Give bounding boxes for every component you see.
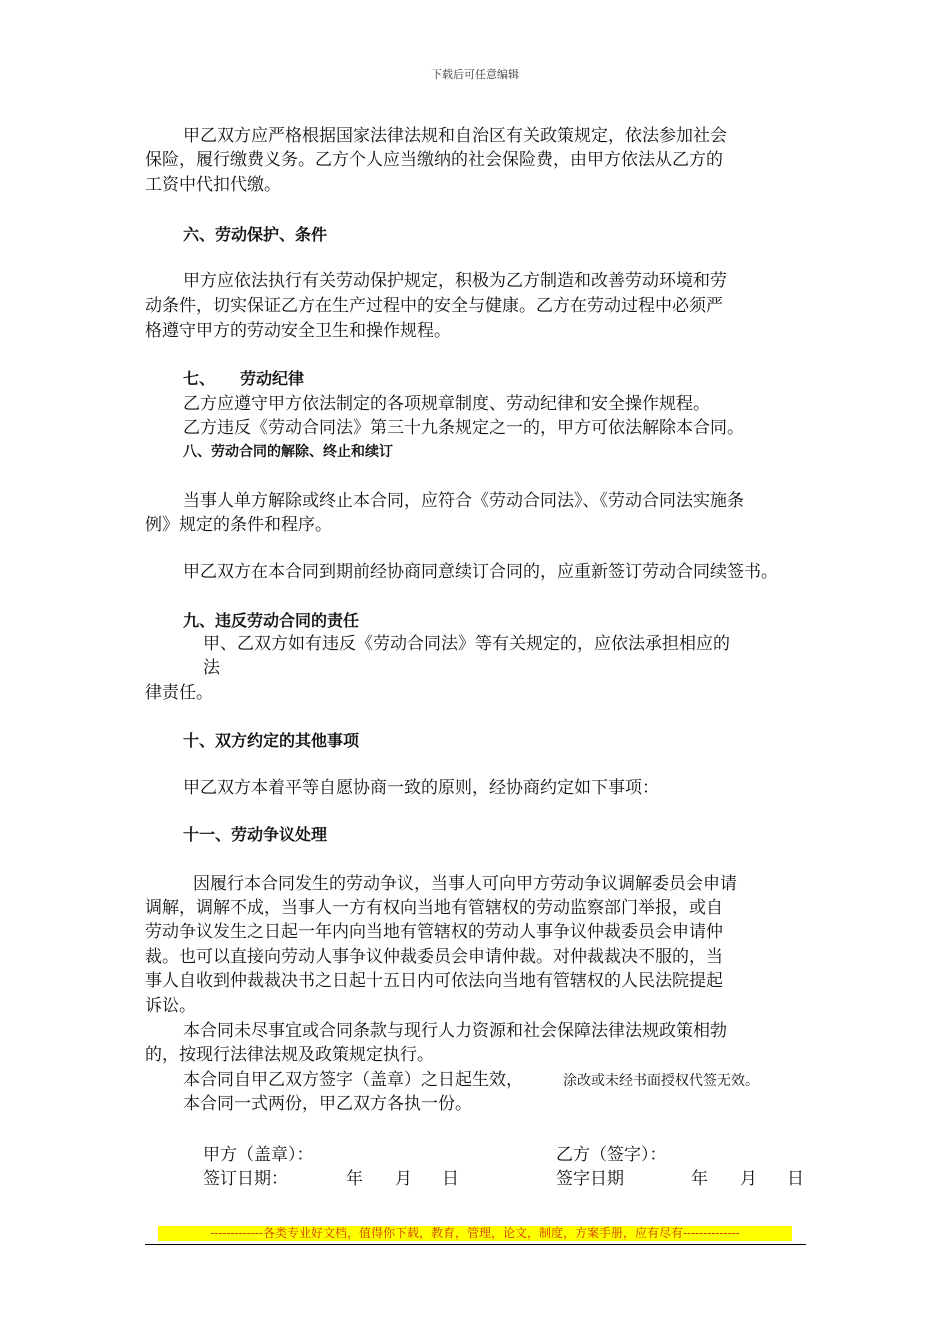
- party-b-year: 年: [691, 1169, 708, 1189]
- s11-line-8: 的，按现行法律法规及政策规定执行。: [145, 1045, 434, 1065]
- s11-line-9b: 涂改或未经书面授权代签无效。: [563, 1073, 759, 1089]
- s6-line-1: 甲方应依法执行有关劳动保护规定，积极为乙方制造和改善劳动环境和劳: [183, 271, 727, 291]
- s11-line-6: 诉讼。: [145, 996, 196, 1016]
- s8-line-2: 例》规定的条件和程序。: [145, 515, 332, 535]
- s11-line-2: 调解，调解不成，当事人一方有权向当地有管辖权的劳动监察部门举报，或自: [145, 898, 723, 918]
- s11-line-7: 本合同未尽事宜或合同条款与现行人力资源和社会保障法律法规政策相勃: [183, 1021, 727, 1041]
- party-b-date-label: 签字日期: [556, 1169, 624, 1189]
- section-7-number: 七、: [183, 369, 216, 388]
- section-10-heading: 十、双方约定的其他事项: [183, 731, 360, 750]
- footer-banner: -------------各类专业好文档，值得你下载，教育，管理，论文，制度，方案手册，应有尽有--------------: [158, 1226, 792, 1241]
- party-a-month: 月: [395, 1169, 412, 1189]
- footer-divider: [145, 1244, 806, 1245]
- s7-line-1: 乙方应遵守甲方依法制定的各项规章制度、劳动纪律和安全操作规程。: [183, 394, 710, 414]
- p1-line-1: 甲乙双方应严格根据国家法律法规和自治区有关政策规定，依法参加社会: [183, 126, 727, 146]
- page-header: 下载后可任意编辑: [431, 68, 519, 81]
- section-9-heading: 九、违反劳动合同的责任: [183, 611, 360, 630]
- s6-line-2: 动条件，切实保证乙方在生产过程中的安全与健康。乙方在劳动过程中必须严: [145, 296, 723, 316]
- section-7-heading: 劳动纪律: [240, 369, 305, 388]
- party-b-month: 月: [740, 1169, 757, 1189]
- party-b-sign-label: 乙方（签字）：: [556, 1145, 667, 1165]
- s9-line-3: 律责任。: [145, 683, 213, 703]
- party-a-seal-label: 甲方（盖章）：: [203, 1145, 314, 1165]
- s7-line-2: 乙方违反《劳动合同法》第三十九条规定之一的，甲方可依法解除本合同。: [183, 418, 744, 438]
- section-8-heading: 八、劳动合同的解除、终止和续订: [183, 444, 393, 460]
- s8-line-1: 当事人单方解除或终止本合同，应符合《劳动合同法》、《劳动合同法实施条: [183, 491, 744, 511]
- s9-line-1: 甲、乙双方如有违反《劳动合同法》等有关规定的，应依法承担相应的: [203, 634, 730, 654]
- s9-line-2: 法: [203, 658, 220, 678]
- s11-line-4: 裁。也可以直接向劳动人事争议仲裁委员会申请仲裁。对仲裁裁决不服的，当: [145, 947, 723, 967]
- section-6-heading: 六、劳动保护、条件: [183, 225, 328, 244]
- s11-line-5: 事人自收到仲裁裁决书之日起十五日内可依法向当地有管辖权的人民法院提起: [145, 971, 723, 991]
- s11-line-3: 劳动争议发生之日起一年内向当地有管辖权的劳动人事争议仲裁委员会申请仲: [145, 922, 723, 942]
- s6-line-3: 格遵守甲方的劳动安全卫生和操作规程。: [145, 321, 451, 341]
- party-b-day: 日: [787, 1169, 804, 1189]
- section-11-heading: 十一、劳动争议处理: [183, 825, 328, 844]
- s10-line-1: 甲乙双方本着平等自愿协商一致的原则，经协商约定如下事项：: [183, 778, 659, 798]
- party-a-day: 日: [442, 1169, 459, 1189]
- s8-line-3: 甲乙双方在本合同到期前经协商同意续订合同的，应重新签订劳动合同续签书。: [183, 562, 778, 582]
- party-a-date-label: 签订日期：: [203, 1169, 288, 1189]
- s11-line-1: 因履行本合同发生的劳动争议，当事人可向甲方劳动争议调解委员会申请: [193, 874, 737, 894]
- s11-line-9a: 本合同自甲乙双方签字（盖章）之日起生效，: [183, 1070, 523, 1090]
- p1-line-3: 工资中代扣代缴。: [145, 175, 281, 195]
- party-a-year: 年: [346, 1169, 363, 1189]
- p1-line-2: 保险，履行缴费义务。乙方个人应当缴纳的社会保险费，由甲方依法从乙方的: [145, 150, 723, 170]
- s11-line-10: 本合同一式两份，甲乙双方各执一份。: [183, 1094, 472, 1114]
